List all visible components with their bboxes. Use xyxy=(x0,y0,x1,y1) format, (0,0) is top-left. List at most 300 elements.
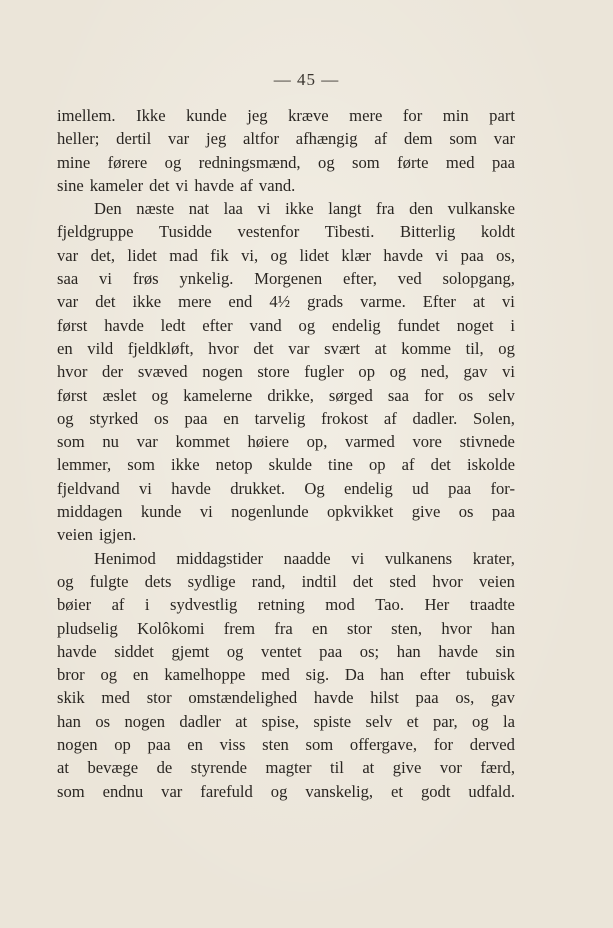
word: svært xyxy=(324,338,361,358)
word: og xyxy=(100,665,118,685)
word: for- xyxy=(490,478,515,498)
text-line xyxy=(57,151,515,174)
word: fjeldvand xyxy=(57,478,120,498)
word: sørged xyxy=(328,385,373,405)
word: fra xyxy=(274,618,293,638)
word: Tibesti. xyxy=(324,222,375,242)
word: vi xyxy=(351,548,365,568)
word: koldt xyxy=(480,222,515,242)
text-line xyxy=(57,547,515,570)
word: fra xyxy=(376,199,395,219)
text-line xyxy=(57,127,515,150)
word: høiere xyxy=(247,432,289,452)
word: la xyxy=(503,711,515,731)
word: i xyxy=(510,315,515,335)
word: kunde xyxy=(186,106,227,125)
word: Henimod xyxy=(94,548,156,568)
text-line xyxy=(57,104,515,127)
word: siddet xyxy=(114,641,154,661)
word: ned, xyxy=(420,362,449,382)
text-line xyxy=(57,710,515,733)
word: laa xyxy=(223,199,243,219)
word: var xyxy=(493,129,515,149)
word: opkvikket xyxy=(326,502,394,522)
word: et xyxy=(391,781,403,801)
word: dertil xyxy=(116,129,152,149)
word: vand xyxy=(249,315,282,335)
word: varmed xyxy=(345,432,395,452)
word: kamelhoppe xyxy=(164,665,246,685)
word: først xyxy=(57,385,88,405)
text-line xyxy=(57,570,515,593)
word: som xyxy=(57,781,85,801)
word: Ikke xyxy=(136,106,166,125)
word: vi xyxy=(502,362,515,382)
word: en xyxy=(187,735,203,755)
word: paa xyxy=(319,641,343,661)
word: jeg xyxy=(205,129,227,149)
word: sten, xyxy=(391,618,423,638)
word: han xyxy=(57,711,81,731)
word: komme xyxy=(401,338,452,358)
word: saa xyxy=(387,385,410,405)
word: det xyxy=(95,292,116,312)
word: nogen xyxy=(202,362,243,382)
word: var xyxy=(288,338,310,358)
word: næste xyxy=(136,199,175,219)
word: han xyxy=(380,665,405,685)
word: ledt xyxy=(160,315,186,335)
word: og xyxy=(151,385,169,405)
text-line xyxy=(57,197,515,220)
word: os; xyxy=(359,641,380,661)
word: hilst xyxy=(370,688,399,708)
word: først xyxy=(57,315,88,335)
word: Morgenen xyxy=(254,269,323,289)
word: sine xyxy=(57,175,84,195)
word: mine xyxy=(57,152,91,172)
word: igjen. xyxy=(98,525,137,545)
word: efter, xyxy=(342,269,377,289)
word: spiste xyxy=(313,711,352,731)
word: Efter xyxy=(422,292,456,312)
word: hvor xyxy=(208,338,239,358)
word: af xyxy=(374,129,388,149)
word: lidet xyxy=(299,245,330,265)
word: middagen xyxy=(57,502,123,522)
word: os xyxy=(458,385,474,405)
word: som xyxy=(449,129,478,149)
word: godt xyxy=(420,781,451,801)
word: ikke xyxy=(171,455,200,475)
word: en xyxy=(132,665,149,685)
word: med xyxy=(101,688,130,708)
word: mere xyxy=(349,106,383,125)
word: selv xyxy=(365,711,393,731)
word: rand, xyxy=(251,571,286,591)
text-line xyxy=(57,453,515,476)
word: sig. xyxy=(305,665,330,685)
word: med xyxy=(445,152,475,172)
word: varme. xyxy=(360,292,406,312)
word: og xyxy=(270,245,288,265)
word: hvor xyxy=(57,362,88,382)
word: endelig xyxy=(343,478,393,498)
word: vi xyxy=(257,199,271,219)
word: vi xyxy=(139,478,152,498)
word: stor xyxy=(146,688,172,708)
word: at xyxy=(57,758,69,778)
text-line xyxy=(57,500,515,523)
word: og xyxy=(472,711,489,731)
word: bevæge xyxy=(87,758,139,778)
word: den xyxy=(409,199,434,219)
word: i xyxy=(144,595,150,615)
word: var xyxy=(167,129,190,149)
word: Den xyxy=(94,199,122,219)
word: vi xyxy=(99,269,112,289)
word: en xyxy=(312,618,328,638)
word: fjeldgruppe xyxy=(57,222,134,242)
text-line xyxy=(57,733,515,756)
word: spise, xyxy=(261,711,299,731)
word: Bitterlig xyxy=(399,222,456,242)
word: og xyxy=(57,408,74,428)
word: af xyxy=(383,408,397,428)
word: bror xyxy=(57,665,85,685)
word: end xyxy=(228,292,253,312)
word: ud xyxy=(412,478,429,498)
word: Tao. xyxy=(375,595,404,615)
word: var xyxy=(57,292,79,312)
word: frokost xyxy=(321,408,369,428)
word: gav xyxy=(490,688,515,708)
word: paa xyxy=(448,478,472,498)
word: magter xyxy=(265,758,312,778)
word: ynkelig. xyxy=(179,269,234,289)
word: var xyxy=(57,245,79,265)
word: æslet xyxy=(102,385,137,405)
word: viss xyxy=(219,735,246,755)
word: til xyxy=(330,758,344,778)
word: det xyxy=(352,571,374,591)
word: indtil xyxy=(301,571,337,591)
text-line xyxy=(57,523,515,546)
word: iskolde xyxy=(467,455,515,475)
word: op, xyxy=(306,432,328,452)
word: for xyxy=(433,735,454,755)
word: lidet xyxy=(127,245,157,265)
word: nogen xyxy=(57,735,98,755)
word: vi xyxy=(175,175,189,195)
word: paa xyxy=(147,735,171,755)
word: førere xyxy=(107,152,148,172)
word: var xyxy=(136,432,158,452)
word: Her xyxy=(424,595,450,615)
word: paa xyxy=(460,245,484,265)
word: imellem. xyxy=(57,106,116,125)
word: og xyxy=(498,338,515,358)
word: og xyxy=(57,571,74,591)
word: vi, xyxy=(241,245,259,265)
word: pludselig xyxy=(57,618,118,638)
word: give xyxy=(392,758,422,778)
text-line xyxy=(57,267,515,290)
word: jeg xyxy=(247,106,268,125)
word: vore xyxy=(412,432,442,452)
word: hvor xyxy=(432,571,463,591)
word: kunde xyxy=(140,502,182,522)
word: han xyxy=(491,618,515,638)
word: klær xyxy=(341,245,371,265)
text-line xyxy=(57,220,515,243)
word: og xyxy=(270,781,288,801)
word: vulkanske xyxy=(447,199,515,219)
word: frem xyxy=(223,618,256,638)
word: traadte xyxy=(469,595,515,615)
word: det, xyxy=(90,245,116,265)
word: op xyxy=(114,735,131,755)
word: omstændelighed xyxy=(188,688,298,708)
word: kamelerne xyxy=(183,385,253,405)
word: førte xyxy=(397,152,429,172)
word: redningsmænd, xyxy=(198,152,301,172)
word: fulgte xyxy=(89,571,129,591)
word: fundet xyxy=(397,315,440,335)
word: sted xyxy=(389,571,417,591)
word: gav xyxy=(463,362,488,382)
word: paa xyxy=(491,152,515,172)
word: at xyxy=(362,758,375,778)
word: ikke xyxy=(132,292,162,312)
word: sydvestlig xyxy=(170,595,238,615)
text-line xyxy=(57,244,515,267)
word: vor xyxy=(439,758,462,778)
word: os xyxy=(458,502,474,522)
text-line xyxy=(57,430,515,453)
word: som xyxy=(127,455,155,475)
word: at xyxy=(235,711,248,731)
word: mod xyxy=(325,595,355,615)
word: og xyxy=(298,315,316,335)
word: vi xyxy=(435,245,449,265)
word: kommet xyxy=(175,432,230,452)
word: havde xyxy=(104,315,144,335)
word: stor xyxy=(346,618,372,638)
word: de xyxy=(156,758,173,778)
word: saa xyxy=(57,269,79,289)
word: og xyxy=(164,152,182,172)
word: kameler xyxy=(89,175,144,195)
word: efter xyxy=(419,665,451,685)
word: naadde xyxy=(283,548,331,568)
word: veien xyxy=(478,571,515,591)
word: udfald. xyxy=(468,781,515,801)
word: netop xyxy=(215,455,253,475)
word: en xyxy=(223,408,239,428)
word: os xyxy=(153,408,169,428)
word: tubuisk xyxy=(466,665,515,685)
word: dem xyxy=(403,129,433,149)
word: sten xyxy=(262,735,289,755)
word: til, xyxy=(465,338,484,358)
word: sin xyxy=(495,641,515,661)
page-number: — 45 — xyxy=(273,70,340,89)
word: paa xyxy=(491,502,515,522)
word: derved xyxy=(469,735,515,755)
text-line xyxy=(57,663,515,686)
word: 4½ xyxy=(269,292,291,312)
word: skik xyxy=(57,688,85,708)
word: styrende xyxy=(190,758,247,778)
word: en xyxy=(57,338,73,358)
text-line xyxy=(57,686,515,709)
text-line xyxy=(57,756,515,779)
word: tarvelig xyxy=(254,408,306,428)
word: give xyxy=(411,502,441,522)
word: som xyxy=(305,735,334,755)
word: havde xyxy=(383,245,423,265)
text-line xyxy=(57,337,515,360)
word: langt xyxy=(328,199,362,219)
word: som xyxy=(352,152,380,172)
word: af xyxy=(111,595,125,615)
word: at xyxy=(472,292,485,312)
word: tine xyxy=(328,455,353,475)
word: paa xyxy=(184,408,208,428)
text-line xyxy=(57,407,515,430)
word: farefuld xyxy=(200,781,253,801)
word: veien xyxy=(57,525,93,545)
word: offergave, xyxy=(349,735,418,755)
word: mad xyxy=(169,245,198,265)
word: paa xyxy=(415,688,439,708)
word: færd, xyxy=(480,758,515,778)
word: havde xyxy=(171,478,211,498)
word: han xyxy=(396,641,421,661)
word: det xyxy=(253,338,274,358)
word: kræve xyxy=(288,106,329,125)
word: efter xyxy=(202,315,233,335)
word: og xyxy=(226,641,244,661)
word: grads xyxy=(307,292,344,312)
word: fugler xyxy=(304,362,344,382)
word: heller; xyxy=(57,129,100,149)
word: ved xyxy=(397,269,422,289)
word: os, xyxy=(496,245,515,265)
text-line xyxy=(57,360,515,383)
text-line xyxy=(57,780,515,803)
text-line xyxy=(57,174,515,197)
word: nogenlunde xyxy=(231,502,309,522)
word: retning xyxy=(257,595,305,615)
text-line xyxy=(57,384,515,407)
text-line xyxy=(57,640,515,663)
word: vand. xyxy=(258,175,296,195)
word: nu xyxy=(102,432,119,452)
word: dadler. xyxy=(412,408,458,428)
text-line xyxy=(57,314,515,337)
text-line xyxy=(57,290,515,313)
word: drikke, xyxy=(267,385,314,405)
word: op xyxy=(358,362,376,382)
word: drukket. xyxy=(230,478,286,498)
word: med xyxy=(261,665,290,685)
word: afhængig xyxy=(295,129,358,149)
word: det xyxy=(149,175,170,195)
word: ventet xyxy=(261,641,302,661)
word: frøs xyxy=(132,269,159,289)
word: solopgang, xyxy=(442,269,515,289)
word: Og xyxy=(304,478,325,498)
word: vanskelig, xyxy=(305,781,374,801)
word: for xyxy=(424,385,444,405)
word: nat xyxy=(188,199,209,219)
word: stivnede xyxy=(459,432,515,452)
word: hvor xyxy=(441,618,472,638)
word: var xyxy=(161,781,183,801)
word: ikke xyxy=(285,199,314,219)
word: vi xyxy=(501,292,515,312)
word: skulde xyxy=(268,455,312,475)
word: nogen xyxy=(124,711,166,731)
word: havde xyxy=(313,688,354,708)
word: noget xyxy=(456,315,494,335)
word: det xyxy=(430,455,451,475)
word: vestenfor xyxy=(237,222,300,242)
text-line xyxy=(57,477,515,500)
word: dadler xyxy=(179,711,221,731)
word: Da xyxy=(344,665,365,685)
word: middagstider xyxy=(176,548,264,568)
word: for xyxy=(402,106,423,125)
word: Kolôkomi xyxy=(137,618,205,638)
word: dets xyxy=(144,571,172,591)
word: lemmer, xyxy=(57,455,112,475)
text-line xyxy=(57,617,515,640)
word: og xyxy=(318,152,335,172)
body-text xyxy=(57,104,515,803)
word: fik xyxy=(210,245,229,265)
word: Solen, xyxy=(472,408,515,428)
word: endelig xyxy=(331,315,381,335)
word: os, xyxy=(455,688,475,708)
word: styrked xyxy=(89,408,139,428)
word: sydlige xyxy=(187,571,236,591)
word: et xyxy=(406,711,419,731)
word: mere xyxy=(178,292,212,312)
text-line xyxy=(57,593,515,616)
word: bøier xyxy=(57,595,92,615)
word: store xyxy=(257,362,290,382)
word: selv xyxy=(488,385,515,405)
word: endnu xyxy=(102,781,144,801)
word: havde xyxy=(194,175,234,195)
word: part xyxy=(489,106,515,125)
word: Tusidde xyxy=(159,222,212,242)
word: altfor xyxy=(243,129,279,149)
word: havde xyxy=(57,641,97,661)
word: som xyxy=(57,432,85,452)
word: havde xyxy=(438,641,478,661)
word: min xyxy=(442,106,469,125)
word: at xyxy=(374,338,387,358)
word: vild xyxy=(87,338,114,358)
word: fjeldkløft, xyxy=(127,338,194,358)
word: der xyxy=(102,362,124,382)
word: op xyxy=(368,455,386,475)
word: vulkanens xyxy=(384,548,453,568)
